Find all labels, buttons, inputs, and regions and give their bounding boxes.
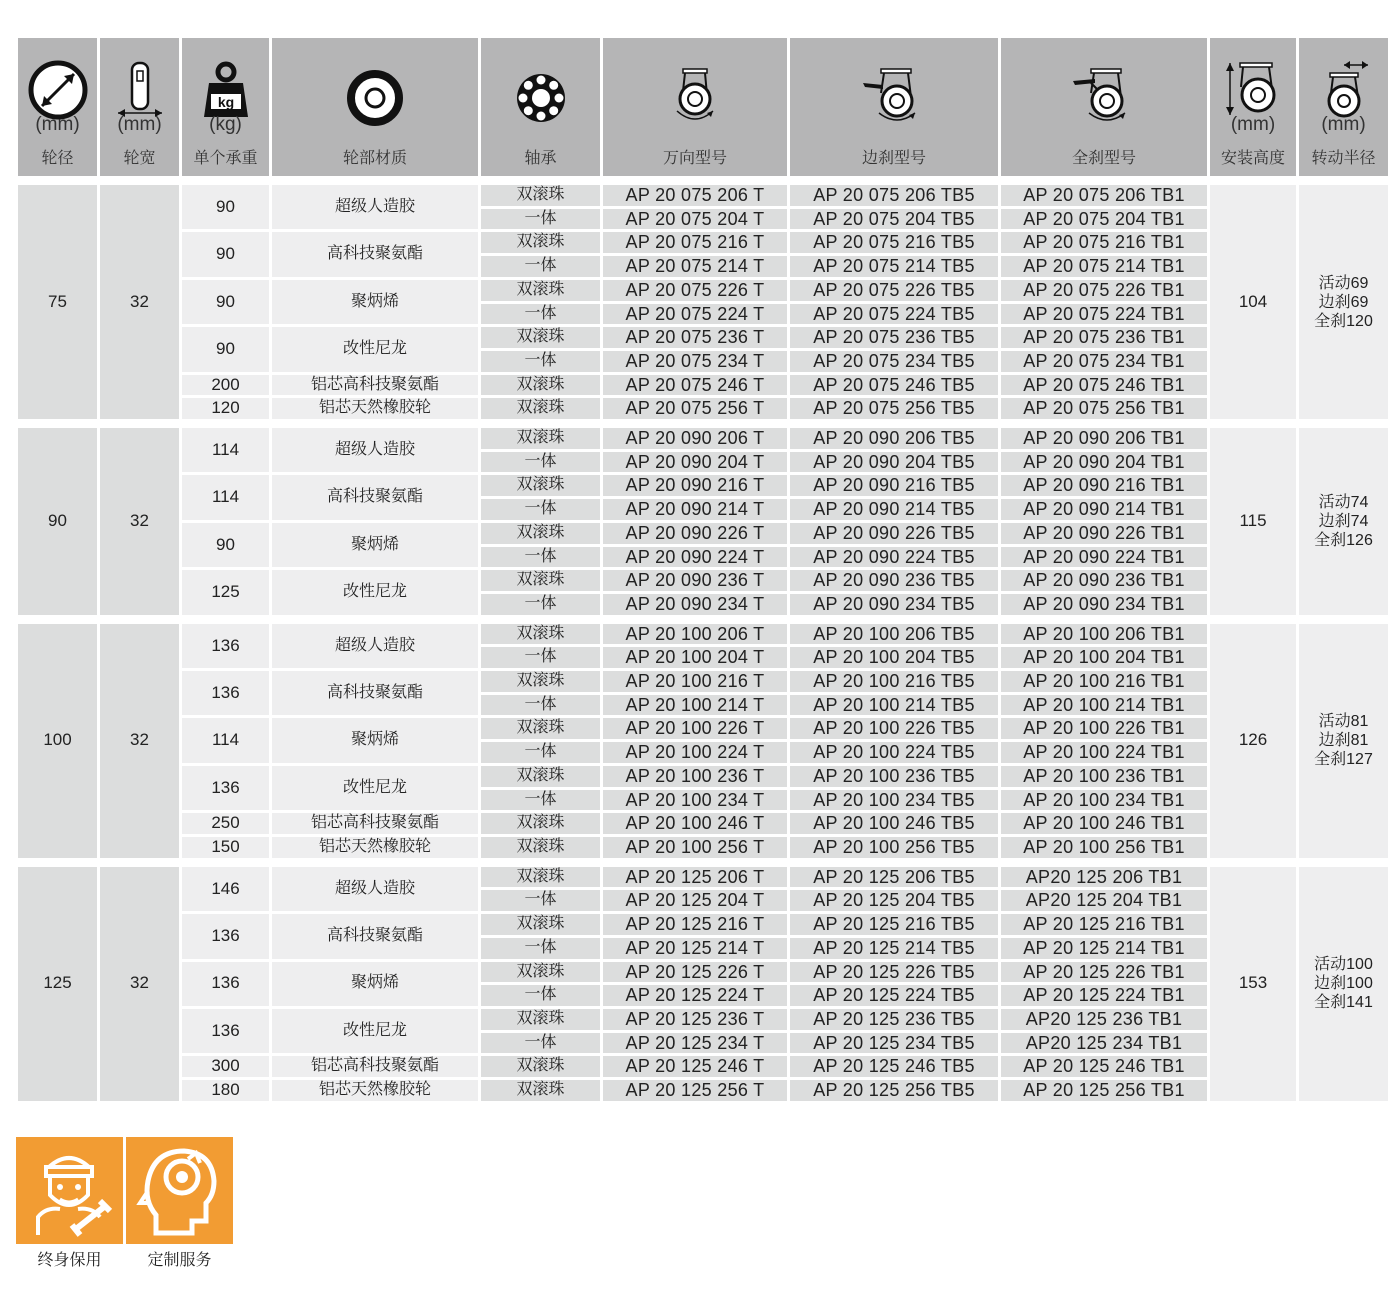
- bearing-cell: 双滚珠: [481, 570, 600, 591]
- bearing-cell: 一体: [481, 594, 600, 615]
- full-brake-model-cell: AP 20 090 216 TB1: [1001, 475, 1207, 496]
- mounting-height-cell: 104: [1210, 185, 1296, 419]
- side-brake-model-cell: AP 20 075 256 TB5: [790, 398, 998, 419]
- table-row: [18, 1009, 1388, 1030]
- swivel-model-cell: AP 20 125 236 T: [603, 1009, 787, 1030]
- header-load: [182, 38, 269, 176]
- material-cell: 聚炳烯: [272, 962, 478, 1006]
- bearing-cell: 一体: [481, 256, 600, 277]
- side-brake-model-cell: AP 20 090 204 TB5: [790, 452, 998, 473]
- full-brake-model-cell: AP 20 075 214 TB1: [1001, 256, 1207, 277]
- swivel-radius-line: 活动81: [1318, 713, 1369, 731]
- side-brake-model-cell: AP 20 090 206 TB5: [790, 428, 998, 449]
- full-brake-model-cell: AP 20 075 256 TB1: [1001, 398, 1207, 419]
- swivel-model-cell: AP 20 100 234 T: [603, 790, 787, 811]
- full-brake-model-cell: AP20 125 206 TB1: [1001, 867, 1207, 888]
- swivel-radius-line: 边刹69: [1318, 293, 1369, 311]
- header-label: 边刹型号: [861, 148, 926, 167]
- material-cell: 聚炳烯: [272, 718, 478, 762]
- table-row: [18, 867, 1388, 888]
- swivel-model-cell: AP 20 100 236 T: [603, 766, 787, 787]
- service-badges: [16, 1137, 236, 1277]
- header-wheel-diameter: [18, 38, 97, 176]
- wheel-material-icon: [346, 69, 404, 127]
- caster-spec-table: [15, 35, 1391, 1104]
- bearing-cell: 一体: [481, 985, 600, 1006]
- swivel-radius-line: 活动74: [1318, 493, 1369, 511]
- lifetime-warranty-worker-icon: [16, 1137, 123, 1244]
- full-brake-model-cell: AP 20 090 224 TB1: [1001, 547, 1207, 568]
- table-row: [18, 570, 1388, 591]
- header-side-brake: [790, 38, 998, 176]
- swivel-model-cell: AP 20 075 246 T: [603, 375, 787, 396]
- full-brake-model-cell: AP 20 125 246 TB1: [1001, 1056, 1207, 1077]
- swivel-radius-line: 全刹141: [1314, 994, 1373, 1012]
- full-brake-model-cell: AP 20 075 236 TB1: [1001, 327, 1207, 348]
- side-brake-model-cell: AP 20 100 246 TB5: [790, 813, 998, 834]
- table-row: [18, 1056, 1388, 1077]
- group-separator: [18, 618, 1388, 621]
- swivel-model-cell: AP 20 100 214 T: [603, 695, 787, 716]
- swivel-radius-line: 活动69: [1318, 274, 1369, 292]
- custom-service-badge: [126, 1137, 233, 1244]
- side-brake-model-cell: AP 20 100 224 TB5: [790, 742, 998, 763]
- load-capacity-cell: 300: [182, 1056, 269, 1077]
- swivel-model-cell: AP 20 100 216 T: [603, 671, 787, 692]
- header-unit: (mm): [117, 114, 162, 135]
- load-capacity-cell: 114: [182, 718, 269, 762]
- bearing-cell: 双滚珠: [481, 962, 600, 983]
- group-separator: [18, 422, 1388, 425]
- table-row: [18, 1080, 1388, 1101]
- side-brake-model-cell: AP 20 090 234 TB5: [790, 594, 998, 615]
- side-brake-model-cell: AP 20 075 224 TB5: [790, 304, 998, 325]
- header-swivel: [603, 38, 787, 176]
- swivel-radius-icon: [1314, 59, 1374, 121]
- swivel-model-cell: AP 20 125 224 T: [603, 985, 787, 1006]
- side-brake-model-cell: AP 20 075 214 TB5: [790, 256, 998, 277]
- bearing-cell: 一体: [481, 1033, 600, 1054]
- header-unit: (mm): [35, 114, 80, 135]
- material-cell: 铝芯天然橡胶轮: [272, 837, 478, 858]
- swivel-model-cell: AP 20 100 256 T: [603, 837, 787, 858]
- mounting-height-cell: 153: [1210, 867, 1296, 1101]
- swivel-radius-line: 活动100: [1314, 956, 1373, 974]
- material-cell: 超级人造胶: [272, 624, 478, 668]
- load-capacity-cell: 114: [182, 475, 269, 519]
- full-brake-model-cell: AP20 125 236 TB1: [1001, 1009, 1207, 1030]
- wheel-diameter-cell: 75: [18, 185, 97, 419]
- material-cell: 改性尼龙: [272, 766, 478, 810]
- side-brake-model-cell: AP 20 125 224 TB5: [790, 985, 998, 1006]
- load-capacity-cell: 180: [182, 1080, 269, 1101]
- table-row: [18, 185, 1388, 206]
- bearing-cell: 双滚珠: [481, 185, 600, 206]
- load-capacity-cell: 150: [182, 837, 269, 858]
- wheel-width-cell: 32: [100, 624, 179, 858]
- bearing-cell: 双滚珠: [481, 428, 600, 449]
- swivel-model-cell: AP 20 090 224 T: [603, 547, 787, 568]
- side-brake-model-cell: AP 20 075 216 TB5: [790, 232, 998, 253]
- header-label: 安装高度: [1220, 148, 1285, 167]
- side-brake-model-cell: AP 20 125 204 TB5: [790, 890, 998, 911]
- material-cell: 高科技聚氨酯: [272, 232, 478, 276]
- table-row: [18, 475, 1388, 496]
- bearing-cell: 双滚珠: [481, 280, 600, 301]
- side-brake-model-cell: AP 20 100 226 TB5: [790, 718, 998, 739]
- full-brake-model-cell: AP 20 090 234 TB1: [1001, 594, 1207, 615]
- bearing-cell: 双滚珠: [481, 914, 600, 935]
- full-brake-model-cell: AP 20 125 256 TB1: [1001, 1080, 1207, 1101]
- material-cell: 铝芯天然橡胶轮: [272, 398, 478, 419]
- full-brake-model-cell: AP 20 100 226 TB1: [1001, 718, 1207, 739]
- side-brake-model-cell: AP 20 125 226 TB5: [790, 962, 998, 983]
- table-row: [18, 280, 1388, 301]
- side-brake-model-cell: AP 20 125 206 TB5: [790, 867, 998, 888]
- mounting-height-cell: 126: [1210, 624, 1296, 858]
- bearing-cell: 双滚珠: [481, 624, 600, 645]
- wheel-diameter-icon: [27, 59, 89, 121]
- header-full-brake: [1001, 38, 1207, 176]
- header-unit: (mm): [1230, 114, 1276, 135]
- full-brake-model-cell: AP 20 075 246 TB1: [1001, 375, 1207, 396]
- side-brake-model-cell: AP 20 100 214 TB5: [790, 695, 998, 716]
- full-brake-model-cell: AP 20 100 246 TB1: [1001, 813, 1207, 834]
- table-row: [18, 398, 1388, 419]
- header-unit: (kg): [209, 114, 242, 135]
- header-label: 全刹型号: [1071, 148, 1136, 167]
- load-capacity-cell: 146: [182, 867, 269, 911]
- material-cell: 高科技聚氨酯: [272, 475, 478, 519]
- bearing-cell: 一体: [481, 499, 600, 520]
- bearing-cell: 一体: [481, 890, 600, 911]
- swivel-model-cell: AP 20 075 214 T: [603, 256, 787, 277]
- full-brake-model-cell: AP 20 090 226 TB1: [1001, 523, 1207, 544]
- swivel-model-cell: AP 20 125 206 T: [603, 867, 787, 888]
- material-cell: 改性尼龙: [272, 327, 478, 371]
- bearing-cell: 双滚珠: [481, 837, 600, 858]
- side-brake-model-cell: AP 20 125 246 TB5: [790, 1056, 998, 1077]
- material-cell: 改性尼龙: [272, 570, 478, 614]
- swivel-model-cell: AP 20 100 224 T: [603, 742, 787, 763]
- load-capacity-cell: 90: [182, 185, 269, 229]
- side-brake-model-cell: AP 20 100 204 TB5: [790, 647, 998, 668]
- swivel-model-cell: AP 20 075 234 T: [603, 351, 787, 372]
- bearing-cell: 双滚珠: [481, 523, 600, 544]
- load-capacity-cell: 136: [182, 1009, 269, 1053]
- full-brake-model-cell: AP 20 125 226 TB1: [1001, 962, 1207, 983]
- full-brake-model-cell: AP20 125 204 TB1: [1001, 890, 1207, 911]
- load-capacity-cell: 136: [182, 671, 269, 715]
- lifetime-warranty-label: 终身保用: [37, 1250, 102, 1269]
- swivel-model-cell: AP 20 100 246 T: [603, 813, 787, 834]
- load-capacity-cell: 200: [182, 375, 269, 396]
- swivel-radius-cell: [1299, 867, 1388, 1101]
- full-brake-model-cell: AP 20 090 236 TB1: [1001, 570, 1207, 591]
- side-brake-model-cell: AP 20 075 236 TB5: [790, 327, 998, 348]
- swivel-radius-line: 全刹120: [1314, 312, 1373, 330]
- load-capacity-cell: 90: [182, 280, 269, 324]
- table-row: [18, 962, 1388, 983]
- swivel-model-cell: AP 20 075 224 T: [603, 304, 787, 325]
- side-brake-model-cell: AP 20 075 246 TB5: [790, 375, 998, 396]
- header-label: 单个承重: [193, 148, 258, 167]
- swivel-model-cell: AP 20 125 216 T: [603, 914, 787, 935]
- swivel-model-cell: AP 20 090 204 T: [603, 452, 787, 473]
- load-capacity-cell: 136: [182, 766, 269, 810]
- load-capacity-cell: 120: [182, 398, 269, 419]
- swivel-model-cell: AP 20 125 234 T: [603, 1033, 787, 1054]
- header-swivel-radius: [1299, 38, 1388, 176]
- material-cell: 铝芯高科技聚氨酯: [272, 1056, 478, 1077]
- bearing-cell: 双滚珠: [481, 327, 600, 348]
- table-row: [18, 671, 1388, 692]
- full-brake-caster-icon: [1069, 65, 1139, 127]
- material-cell: 铝芯高科技聚氨酯: [272, 375, 478, 396]
- bearing-cell: 一体: [481, 742, 600, 763]
- side-brake-model-cell: AP 20 125 256 TB5: [790, 1080, 998, 1101]
- swivel-radius-cell: [1299, 185, 1388, 419]
- bearing-cell: 一体: [481, 938, 600, 959]
- swivel-model-cell: AP 20 090 216 T: [603, 475, 787, 496]
- table-row: [18, 375, 1388, 396]
- wheel-diameter-cell: 90: [18, 428, 97, 615]
- bearing-cell: 双滚珠: [481, 398, 600, 419]
- mounting-height-cell: 115: [1210, 428, 1296, 615]
- swivel-model-cell: AP 20 100 204 T: [603, 647, 787, 668]
- swivel-model-cell: AP 20 090 206 T: [603, 428, 787, 449]
- header-wheel-width: [100, 38, 179, 176]
- swivel-model-cell: AP 20 125 226 T: [603, 962, 787, 983]
- bearing-icon: [514, 71, 568, 125]
- side-brake-model-cell: AP 20 075 206 TB5: [790, 185, 998, 206]
- swivel-model-cell: AP 20 090 236 T: [603, 570, 787, 591]
- swivel-radius-line: 全刹127: [1314, 751, 1373, 769]
- table-row: [18, 523, 1388, 544]
- material-cell: 改性尼龙: [272, 1009, 478, 1053]
- full-brake-model-cell: AP 20 075 206 TB1: [1001, 185, 1207, 206]
- bearing-cell: 一体: [481, 647, 600, 668]
- swivel-radius-line: 边刹81: [1318, 732, 1369, 750]
- full-brake-model-cell: AP 20 125 214 TB1: [1001, 938, 1207, 959]
- material-cell: 超级人造胶: [272, 867, 478, 911]
- table-row: [18, 837, 1388, 858]
- material-cell: 聚炳烯: [272, 523, 478, 567]
- side-brake-model-cell: AP 20 125 216 TB5: [790, 914, 998, 935]
- wheel-width-cell: 32: [100, 428, 179, 615]
- full-brake-model-cell: AP 20 100 206 TB1: [1001, 624, 1207, 645]
- side-brake-model-cell: AP 20 090 224 TB5: [790, 547, 998, 568]
- full-brake-model-cell: AP 20 090 204 TB1: [1001, 452, 1207, 473]
- bearing-cell: 双滚珠: [481, 813, 600, 834]
- side-brake-model-cell: AP 20 100 206 TB5: [790, 624, 998, 645]
- bearing-cell: 双滚珠: [481, 232, 600, 253]
- side-brake-model-cell: AP 20 125 214 TB5: [790, 938, 998, 959]
- side-brake-model-cell: AP 20 090 226 TB5: [790, 523, 998, 544]
- header-material: [272, 38, 478, 176]
- material-cell: 超级人造胶: [272, 185, 478, 229]
- bearing-cell: 一体: [481, 304, 600, 325]
- header-label: 轮部材质: [342, 148, 407, 167]
- bearing-cell: 一体: [481, 790, 600, 811]
- wheel-width-icon: [115, 59, 165, 121]
- bearing-cell: 双滚珠: [481, 718, 600, 739]
- load-capacity-cell: 250: [182, 813, 269, 834]
- bearing-cell: 双滚珠: [481, 1056, 600, 1077]
- bearing-cell: 一体: [481, 209, 600, 230]
- swivel-model-cell: AP 20 090 234 T: [603, 594, 787, 615]
- swivel-model-cell: AP 20 075 236 T: [603, 327, 787, 348]
- side-brake-model-cell: AP 20 125 236 TB5: [790, 1009, 998, 1030]
- load-capacity-cell: 90: [182, 523, 269, 567]
- table-row: [18, 813, 1388, 834]
- full-brake-model-cell: AP 20 100 256 TB1: [1001, 837, 1207, 858]
- bearing-cell: 一体: [481, 695, 600, 716]
- wheel-width-cell: 32: [100, 185, 179, 419]
- full-brake-model-cell: AP 20 100 216 TB1: [1001, 671, 1207, 692]
- side-brake-model-cell: AP 20 075 204 TB5: [790, 209, 998, 230]
- full-brake-model-cell: AP20 125 234 TB1: [1001, 1033, 1207, 1054]
- table-row: [18, 914, 1388, 935]
- header-label: 转动半径: [1311, 148, 1376, 167]
- header-unit: (mm): [1321, 114, 1366, 135]
- load-capacity-cell: 90: [182, 327, 269, 371]
- material-cell: 超级人造胶: [272, 428, 478, 472]
- header-label: 轮径: [41, 148, 74, 167]
- table-row: [18, 232, 1388, 253]
- swivel-radius-line: 边刹74: [1318, 512, 1369, 530]
- header-label: 万向型号: [662, 148, 727, 167]
- wheel-diameter-cell: 100: [18, 624, 97, 858]
- table-row: [18, 624, 1388, 645]
- full-brake-model-cell: AP 20 100 234 TB1: [1001, 790, 1207, 811]
- bearing-cell: 双滚珠: [481, 867, 600, 888]
- load-capacity-cell: 90: [182, 232, 269, 276]
- full-brake-model-cell: AP 20 100 204 TB1: [1001, 647, 1207, 668]
- side-brake-model-cell: AP 20 090 214 TB5: [790, 499, 998, 520]
- side-brake-model-cell: AP 20 075 234 TB5: [790, 351, 998, 372]
- material-cell: 聚炳烯: [272, 280, 478, 324]
- header-mounting-height: [1210, 38, 1296, 176]
- header-row: [18, 38, 1388, 176]
- full-brake-model-cell: AP 20 075 226 TB1: [1001, 280, 1207, 301]
- full-brake-model-cell: AP 20 100 214 TB1: [1001, 695, 1207, 716]
- swivel-model-cell: AP 20 125 214 T: [603, 938, 787, 959]
- bearing-cell: 一体: [481, 547, 600, 568]
- swivel-model-cell: AP 20 125 204 T: [603, 890, 787, 911]
- custom-service-head-icon: [126, 1137, 233, 1244]
- side-brake-model-cell: AP 20 100 216 TB5: [790, 671, 998, 692]
- wheel-diameter-cell: 125: [18, 867, 97, 1101]
- full-brake-model-cell: AP 20 075 234 TB1: [1001, 351, 1207, 372]
- swivel-radius-line: 边刹100: [1314, 975, 1373, 993]
- lifetime-warranty-badge: [16, 1137, 123, 1244]
- swivel-radius-cell: [1299, 428, 1388, 615]
- side-brake-model-cell: AP 20 090 236 TB5: [790, 570, 998, 591]
- full-brake-model-cell: AP 20 075 204 TB1: [1001, 209, 1207, 230]
- table-row: [18, 327, 1388, 348]
- swivel-radius-line: 全刹126: [1314, 531, 1373, 549]
- swivel-radius-cell: [1299, 624, 1388, 858]
- full-brake-model-cell: AP 20 090 206 TB1: [1001, 428, 1207, 449]
- side-brake-caster-icon: [859, 65, 929, 127]
- wheel-width-cell: 32: [100, 867, 179, 1101]
- swivel-model-cell: AP 20 125 256 T: [603, 1080, 787, 1101]
- table-row: [18, 766, 1388, 787]
- side-brake-model-cell: AP 20 075 226 TB5: [790, 280, 998, 301]
- material-cell: 铝芯天然橡胶轮: [272, 1080, 478, 1101]
- material-cell: 高科技聚氨酯: [272, 914, 478, 958]
- swivel-model-cell: AP 20 090 214 T: [603, 499, 787, 520]
- swivel-model-cell: AP 20 075 206 T: [603, 185, 787, 206]
- swivel-caster-icon: [669, 65, 721, 127]
- full-brake-model-cell: AP 20 075 224 TB1: [1001, 304, 1207, 325]
- swivel-model-cell: AP 20 125 246 T: [603, 1056, 787, 1077]
- swivel-model-cell: AP 20 100 206 T: [603, 624, 787, 645]
- weight-icon-text: kg: [217, 94, 234, 110]
- full-brake-model-cell: AP 20 100 224 TB1: [1001, 742, 1207, 763]
- header-bearing: [481, 38, 600, 176]
- side-brake-model-cell: AP 20 100 256 TB5: [790, 837, 998, 858]
- load-capacity-cell: 136: [182, 624, 269, 668]
- full-brake-model-cell: AP 20 125 224 TB1: [1001, 985, 1207, 1006]
- material-cell: 高科技聚氨酯: [272, 671, 478, 715]
- header-label: 轮宽: [123, 148, 156, 167]
- load-capacity-cell: 136: [182, 914, 269, 958]
- full-brake-model-cell: AP 20 125 216 TB1: [1001, 914, 1207, 935]
- side-brake-model-cell: AP 20 125 234 TB5: [790, 1033, 998, 1054]
- load-capacity-cell: 114: [182, 428, 269, 472]
- load-capacity-cell: 136: [182, 962, 269, 1006]
- swivel-model-cell: AP 20 090 226 T: [603, 523, 787, 544]
- spec-table-body: [18, 185, 1388, 1101]
- load-capacity-cell: 125: [182, 570, 269, 614]
- bearing-cell: 双滚珠: [481, 375, 600, 396]
- side-brake-model-cell: AP 20 100 236 TB5: [790, 766, 998, 787]
- mounting-height-icon: [1222, 59, 1284, 121]
- table-row: [18, 428, 1388, 449]
- group-separator: [18, 861, 1388, 864]
- bearing-cell: 双滚珠: [481, 1009, 600, 1030]
- bearing-cell: 一体: [481, 351, 600, 372]
- bearing-cell: 双滚珠: [481, 766, 600, 787]
- custom-service-label: 定制服务: [147, 1250, 212, 1269]
- swivel-model-cell: AP 20 075 204 T: [603, 209, 787, 230]
- table-row: [18, 718, 1388, 739]
- full-brake-model-cell: AP 20 090 214 TB1: [1001, 499, 1207, 520]
- weight-icon: [201, 61, 251, 119]
- header-label: 轴承: [524, 148, 557, 167]
- swivel-model-cell: AP 20 075 226 T: [603, 280, 787, 301]
- bearing-cell: 一体: [481, 452, 600, 473]
- bearing-cell: 双滚珠: [481, 671, 600, 692]
- side-brake-model-cell: AP 20 100 234 TB5: [790, 790, 998, 811]
- side-brake-model-cell: AP 20 090 216 TB5: [790, 475, 998, 496]
- swivel-model-cell: AP 20 100 226 T: [603, 718, 787, 739]
- swivel-model-cell: AP 20 075 216 T: [603, 232, 787, 253]
- bearing-cell: 双滚珠: [481, 475, 600, 496]
- material-cell: 铝芯高科技聚氨酯: [272, 813, 478, 834]
- full-brake-model-cell: AP 20 100 236 TB1: [1001, 766, 1207, 787]
- swivel-model-cell: AP 20 075 256 T: [603, 398, 787, 419]
- full-brake-model-cell: AP 20 075 216 TB1: [1001, 232, 1207, 253]
- bearing-cell: 双滚珠: [481, 1080, 600, 1101]
